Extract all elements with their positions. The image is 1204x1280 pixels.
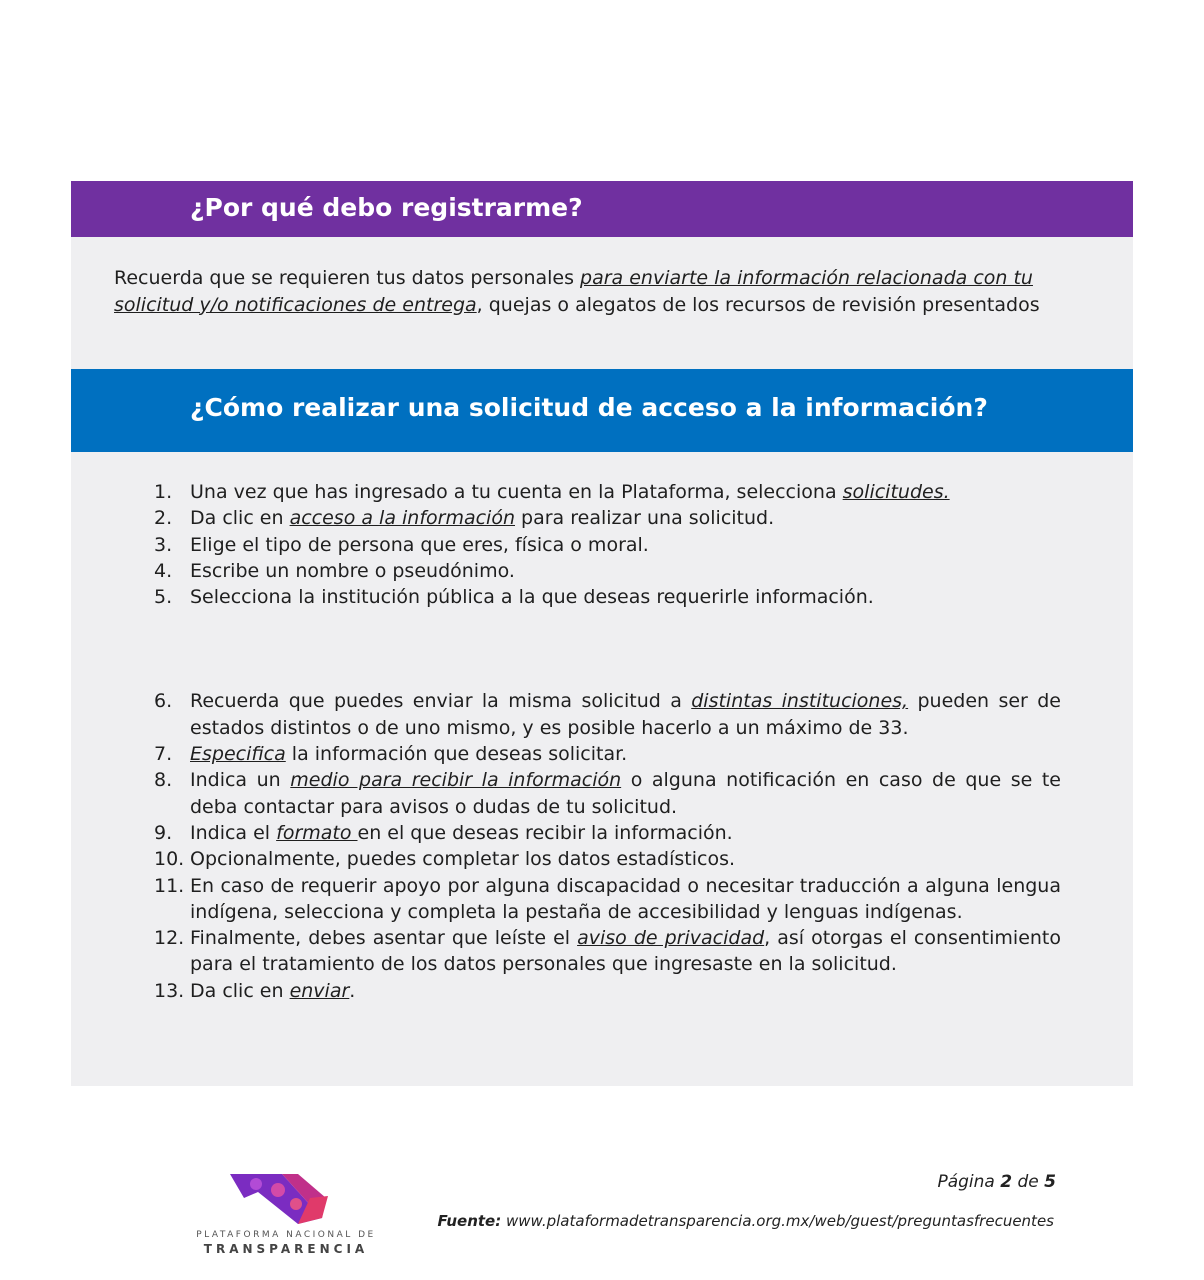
step-item: 6. Recuerda que puedes enviar la misma solicitud a distintas instituciones, pueden ser de estados distintos o de uno mismo, y es posible hacerlo a un máximo de 33. (154, 690, 1062, 739)
step-item: 9. Indica el formato en el que deseas recibir la información. (154, 821, 733, 844)
page-number: Página 2 de 5 (937, 1172, 1056, 1192)
step-item: 11. En caso de requerir apoyo por alguna discapacidad o necesitar traducción a alguna lengua indígena, selecciona y completa la pestaña de accesibilidad y lenguas indígenas. (154, 874, 1061, 923)
request-title: ¿Cómo realizar una solicitud de acceso a la información? (190, 393, 988, 422)
registration-title: ¿Por qué debo registrarme? (190, 193, 583, 222)
step-link: enviar (289, 979, 350, 1002)
step-item: 5. Selecciona la institución pública a la que deseas requerirle información. (154, 586, 874, 609)
step-item: 12. Finalmente, debes asentar que leíste el aviso de privacidad, así otorgas el consentimiento para el tratamiento de los datos personales que ingresaste en la solicitud. (154, 927, 1061, 976)
step-link: formato (276, 821, 358, 844)
logo-text-top: PLATAFORMA NACIONAL DE (196, 1230, 376, 1240)
step-item: 3. Elige el tipo de persona que eres, física o moral. (154, 533, 649, 556)
logo-mark-icon (186, 1168, 386, 1228)
source-note: Fuente: www.plataformadetransparencia.org.mx/web/guest/preguntasfrecuentes (437, 1212, 1054, 1230)
step-link: Especifica (190, 743, 286, 766)
step-item: 1. Una vez que has ingresado a tu cuenta en la Plataforma, selecciona solicitudes. (154, 481, 950, 503)
registration-link-text: para enviarte la información relacionada con tu solicitud y/o notificaciones de entrega (114, 267, 1033, 316)
steps-list (71, 479, 1133, 1004)
request-section (71, 369, 1133, 1086)
request-header (71, 369, 1133, 452)
platform-logo (186, 1168, 386, 1258)
step-item: 10. Opcionalmente, puedes completar los datos estadísticos. (154, 848, 736, 871)
step-item: 2. Da clic en acceso a la información para realizar una solicitud. (154, 507, 775, 530)
registration-text: Recuerda que se requieren tus datos personales para enviarte la información relacionada con tu solicitud y/o notificaciones de entrega, quejas o alegatos de los recursos de revisión presentados (114, 267, 1040, 316)
source-url[interactable]: www.plataformadetransparencia.org.mx/web/guest/preguntasfrecuentes (501, 1212, 1054, 1230)
step-item: 13. Da clic en enviar. (154, 979, 356, 1002)
step-link: medio para recibir la información (290, 769, 622, 792)
step-item: 8. Indica un medio para recibir la información o alguna notificación en caso de que se te deba contactar para avisos o dudas de tu solicitud. (154, 769, 1061, 818)
step-link: distintas instituciones, (691, 690, 909, 713)
registration-header (71, 181, 1133, 237)
step-link: aviso de privacidad (577, 927, 765, 950)
step-item: 4. Escribe un nombre o pseudónimo. (154, 559, 515, 582)
step-link: acceso a la información (289, 507, 515, 530)
step-link: solicitudes. (842, 481, 950, 503)
step-item: 7. Especifica la información que deseas solicitar. (154, 743, 628, 766)
logo-text-bottom: TRANSPARENCIA (203, 1242, 369, 1256)
registration-section (71, 181, 1133, 369)
